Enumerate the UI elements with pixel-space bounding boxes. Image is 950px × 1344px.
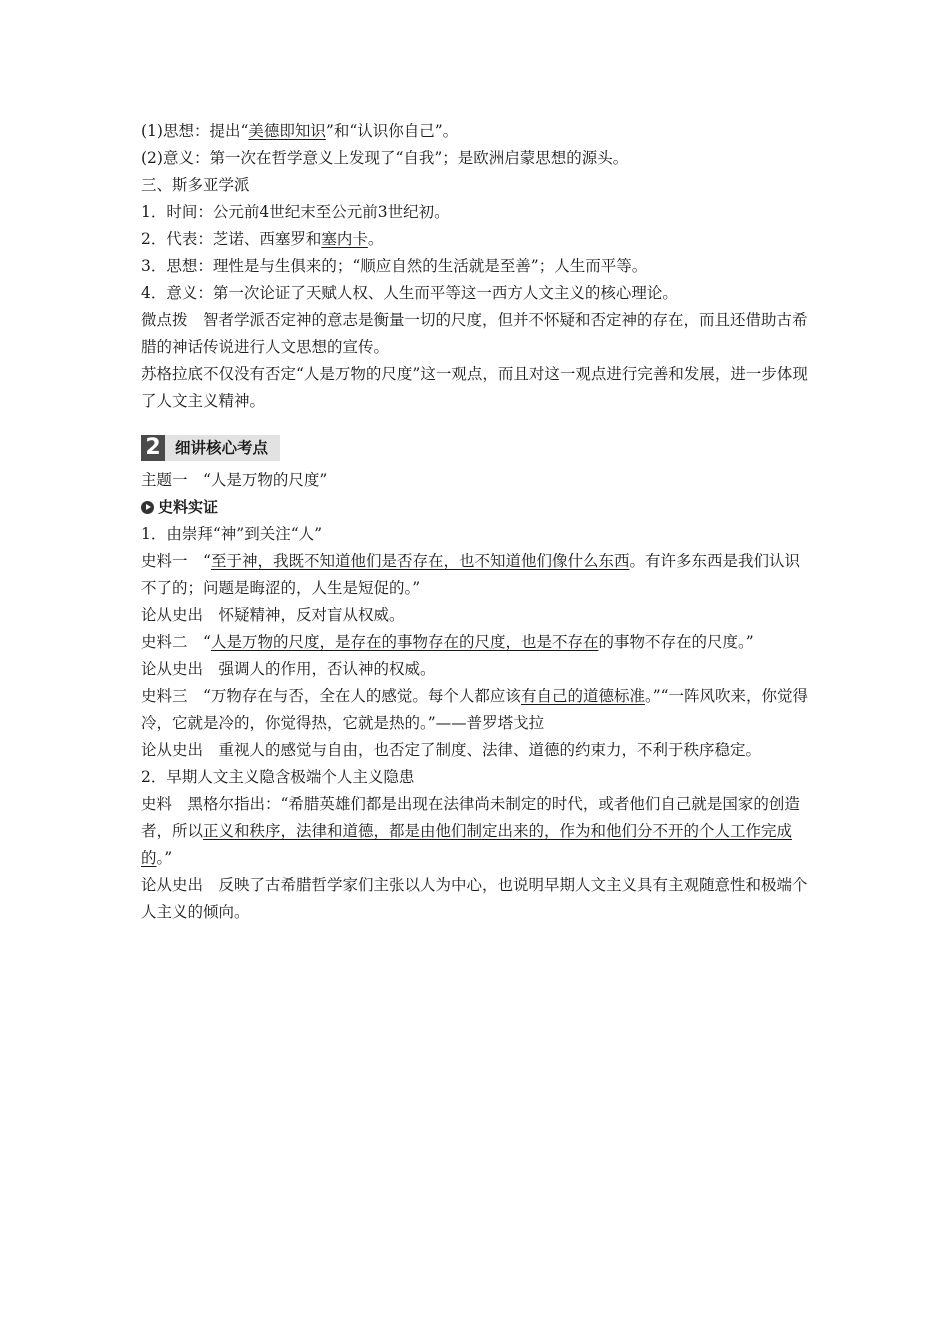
main-paragraph [141, 737, 813, 764]
text-run: 的事物不存在的尺度。” [598, 633, 754, 651]
top-paragraph [141, 145, 813, 172]
text-run: (1)思想：提出“ [141, 122, 249, 140]
text-run: 史料二 “ [141, 633, 211, 651]
top-paragraph [141, 361, 813, 415]
text-run: ”和“认识你自己”。 [325, 122, 459, 140]
main-paragraph [141, 602, 813, 629]
text-run: 苏格拉底不仅没有否定“人是万物的尺度”这一观点，而且对这一观点进行完善和发展，进一步体现了人文主义精神。 [141, 365, 808, 410]
banner-title: 细讲核心考点 [165, 435, 280, 461]
text-run: 史料三 “万物存在与否，全在人的感觉。每个人都应该 [141, 687, 521, 705]
main-paragraph [141, 548, 813, 602]
text-run: 。” [156, 849, 173, 867]
text-run: 三、斯多亚学派 [141, 176, 250, 194]
text-run: 微点拨 智者学派否定神的意志是衡量一切的尺度，但并不怀疑和否定神的存在，而且还借助古希腊的神话传说进行人文思想的宣传。 [141, 311, 808, 356]
text-run: 。”“一阵风吹来，你觉得冷，它就是冷的，你觉得热，它就是热的。”——普罗塔戈拉 [141, 687, 809, 732]
top-paragraph [141, 118, 813, 145]
top-paragraph [141, 199, 813, 226]
main-paragraph [141, 764, 813, 791]
top-paragraph [141, 307, 813, 361]
text-run: 1．时间：公元前4世纪末至公元前3世纪初。 [141, 203, 450, 221]
spacer [141, 415, 813, 431]
main-paragraph [141, 872, 813, 926]
text-run: 3．思想：理性是与生俱来的；“顺应自然的生活就是至善”；人生而平等。 [141, 257, 648, 275]
main-paragraph [141, 683, 813, 737]
underlined-text: 有自己的道德标准 [520, 687, 645, 705]
top-paragraph [141, 172, 813, 199]
text-run: 。有许多东西是我们认识不了的；问题是晦涩的，人生是短促的。” [141, 552, 800, 597]
text-run: 2．早期人文主义隐含极端个人主义隐患 [141, 768, 415, 786]
section-main [141, 521, 813, 926]
section-banner [141, 435, 813, 461]
play-circle-icon [141, 501, 154, 514]
text-run: 史料 黑格尔指出：“希腊英雄们都是出现在法律尚未制定的时代，或者他们自己就是国家的创造者，所以 [141, 795, 800, 840]
text-run: 史料一 “ [141, 552, 211, 570]
text-run: 4．意义：第一次论证了天赋人权、人生而平等这一西方人文主义的核心理论。 [141, 284, 678, 302]
sub-heading [141, 494, 813, 521]
top-paragraph [141, 253, 813, 280]
top-paragraph [141, 280, 813, 307]
sub-heading-label: 史料实证 [158, 498, 219, 516]
document-content [141, 118, 813, 926]
underlined-text: 至于神，我既不知道他们是否存在，也不知道他们像什么东西 [210, 552, 630, 570]
text-run: 论从史出 怀疑精神，反对盲从权威。 [141, 606, 405, 624]
text-run: 2．代表：芝诺、西塞罗和 [141, 230, 322, 248]
text-run: (2)意义：第一次在哲学意义上发现了“自我”；是欧洲启蒙思想的源头。 [141, 149, 629, 167]
underlined-text: 正义和秩序，法律和道德，都是由他们制定出来的，作为和他们分不开的个人工作完成的 [141, 822, 793, 867]
main-paragraph [141, 629, 813, 656]
text-run: 。 [367, 230, 384, 248]
underlined-text: 人是万物的尺度，是存在的事物存在的尺度，也是不存在 [210, 633, 599, 651]
main-paragraph [141, 791, 813, 872]
section-top [141, 118, 813, 415]
text-run: 论从史出 反映了古希腊哲学家们主张以人为中心，也说明早期人文主义具有主观随意性和极端个人主义的倾向。 [141, 876, 808, 921]
main-paragraph [141, 656, 813, 683]
text-run: 1．由崇拜“神”到关注“人” [141, 525, 323, 543]
text-run: 论从史出 重视人的感觉与自由，也否定了制度、法律、道德的约束力，不利于秩序稳定。 [141, 741, 762, 759]
text-run: 论从史出 强调人的作用，否认神的权威。 [141, 660, 436, 678]
banner-number: 2 [141, 435, 165, 461]
underlined-text: 塞内卡 [321, 230, 368, 248]
underlined-text: 美德即知识 [248, 122, 326, 140]
topic-title: 主题一 “人是万物的尺度” [141, 471, 328, 489]
top-paragraph [141, 226, 813, 253]
main-paragraph [141, 521, 813, 548]
